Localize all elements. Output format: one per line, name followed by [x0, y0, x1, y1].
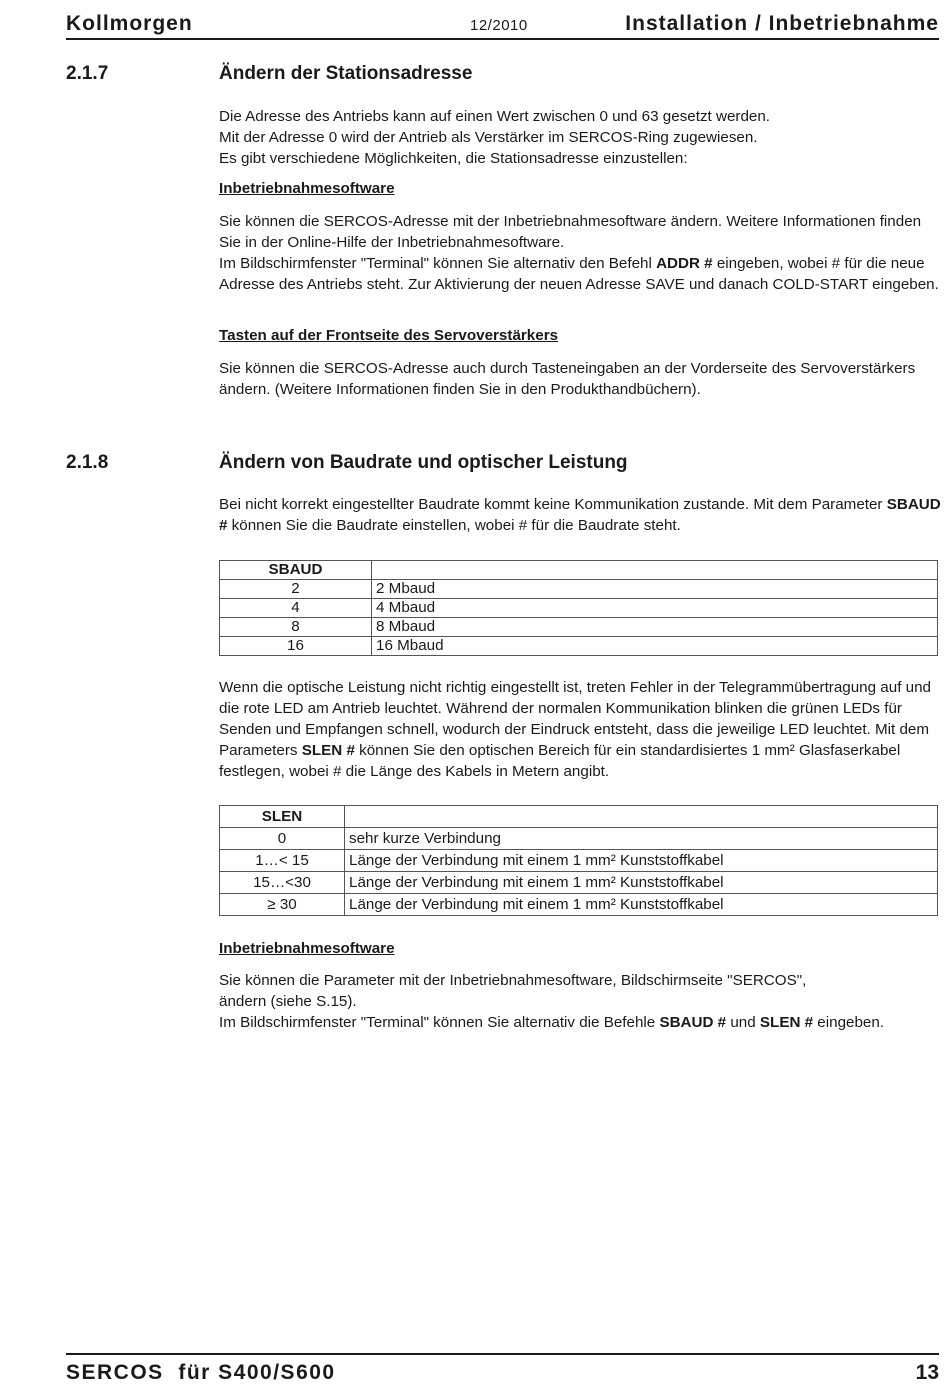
sbaud-desc: 16 Mbaud	[372, 637, 938, 656]
slen-desc: sehr kurze Verbindung	[345, 828, 938, 850]
slen-value: 0	[220, 828, 345, 850]
section-number-218: 2.1.8	[66, 452, 109, 473]
company-name: Kollmorgen	[66, 12, 193, 35]
intro-line: Mit der Adresse 0 wird der Antrieb als Verstärker im SERCOS-Ring zugewiesen.	[219, 129, 758, 146]
chapter-title: Installation / Inbetriebnahme	[625, 12, 939, 35]
table-row	[220, 828, 938, 850]
software-text: Sie können die SERCOS-Adresse mit der Inbetriebnahmesoftware ändern. Weitere Informationen finden Sie in der Online-Hilfe der Inbetriebnahmesoftware.	[219, 213, 922, 251]
sbaud-value: 4	[220, 599, 372, 618]
frontkeys-paragraph: Sie können die SERCOS-Adresse auch durch Tasteneingaben an der Vorderseite des Servoverstärkers ändern. (Weitere Informationen finden Sie in den Produkthandbüchern).	[219, 360, 916, 398]
table-header-row	[220, 561, 938, 580]
empty-header	[345, 806, 938, 828]
sbaud-command: SBAUD #	[659, 1014, 727, 1031]
software-paragraph	[219, 211, 941, 295]
sbaud-header: SBAUD	[220, 561, 372, 580]
section-title-217: Ändern der Stationsadresse	[219, 63, 473, 84]
page-header	[66, 10, 939, 40]
subheading-frontkeys: Tasten auf der Frontseite des Servoverstärkers	[219, 327, 559, 344]
table-row	[220, 872, 938, 894]
sbaud-value: 8	[220, 618, 372, 637]
subheading-software: Inbetriebnahmesoftware	[219, 180, 395, 197]
intro-paragraph	[219, 106, 941, 169]
terminal-text-cont: eingeben, wobei # für die neue Adresse des Antriebs steht. Zur Aktivierung der neuen Adresse SAVE und danach COLD-START eingeben.	[219, 255, 939, 293]
optical-text: Wenn die optische Leistung nicht richtig eingestellt ist, treten Fehler in der Telegrammübertragung auf und die rote LED am Antrieb leuchtet. Während der normalen Kommunikation blinken die grünen LEDs für Senden und Empfangen schnell, wodurch der Eindruck entsteht, dass die jeweilige LED leuchtet. Mit dem Parameters	[219, 679, 931, 759]
slen-value: ≥ 30	[220, 894, 345, 916]
sbaud-desc: 8 Mbaud	[372, 618, 938, 637]
software2-line: Sie können die Parameter mit der Inbetriebnahmesoftware, Bildschirmseite "SERCOS",	[219, 972, 807, 989]
subheading-software-2: Inbetriebnahmesoftware	[219, 940, 395, 957]
table-row	[220, 637, 938, 656]
page-footer	[66, 1353, 939, 1384]
slen-value: 1…< 15	[220, 850, 345, 872]
header-date: 12/2010	[470, 17, 528, 34]
baudrate-text-cont: können Sie die Baudrate einstellen, wobei # für die Baudrate steht.	[227, 517, 681, 534]
baudrate-text: Bei nicht korrekt eingestellter Baudrate kommt keine Kommunikation zustande. Mit dem Parameter	[219, 496, 887, 513]
slen-command: SLEN #	[759, 1014, 814, 1031]
optical-text-cont: können Sie den optischen Bereich für ein standardisiertes 1 mm² Glasfaserkabel festlegen, wobei # die Länge des Kabels in Metern angibt.	[219, 742, 901, 780]
sbaud-command: SBAUD #	[219, 496, 941, 534]
sbaud-table	[219, 560, 938, 656]
slen-header: SLEN	[220, 806, 345, 828]
table-row	[220, 580, 938, 599]
section-number-217: 2.1.7	[66, 63, 109, 84]
optical-paragraph	[219, 677, 941, 782]
software2-line: eingeben.	[813, 1014, 885, 1031]
page-number: 13	[915, 1361, 939, 1384]
sbaud-value: 2	[220, 580, 372, 599]
software2-line: Im Bildschirmfenster "Terminal" können Sie alternativ die Befehle	[219, 1014, 660, 1031]
slen-desc: Länge der Verbindung mit einem 1 mm² Kunststoffkabel	[345, 850, 938, 872]
terminal-text: Im Bildschirmfenster "Terminal" können Sie alternativ den Befehl	[219, 255, 657, 272]
slen-table	[219, 805, 938, 916]
table-row	[220, 894, 938, 916]
baudrate-paragraph	[219, 494, 941, 536]
document-title: SERCOS für S400/S600	[66, 1361, 336, 1384]
slen-desc: Länge der Verbindung mit einem 1 mm² Kunststoffkabel	[345, 894, 938, 916]
software-paragraph-2	[219, 970, 941, 1033]
table-row	[220, 618, 938, 637]
intro-line: Es gibt verschiedene Möglichkeiten, die Stationsadresse einzustellen:	[219, 150, 688, 167]
sbaud-desc: 2 Mbaud	[372, 580, 938, 599]
sbaud-desc: 4 Mbaud	[372, 599, 938, 618]
table-row	[220, 599, 938, 618]
sbaud-value: 16	[220, 637, 372, 656]
slen-value: 15…<30	[220, 872, 345, 894]
intro-line: Die Adresse des Antriebs kann auf einen Wert zwischen 0 und 63 gesetzt werden.	[219, 108, 771, 125]
empty-header	[372, 561, 938, 580]
table-row	[220, 850, 938, 872]
software2-line: ändern (siehe S.15).	[219, 993, 357, 1010]
section-title-218: Ändern von Baudrate und optischer Leistung	[219, 452, 628, 473]
slen-command: SLEN #	[301, 742, 355, 759]
addr-command: ADDR #	[656, 255, 713, 272]
table-header-row	[220, 806, 938, 828]
slen-desc: Länge der Verbindung mit einem 1 mm² Kunststoffkabel	[345, 872, 938, 894]
software2-line: und	[726, 1014, 760, 1031]
